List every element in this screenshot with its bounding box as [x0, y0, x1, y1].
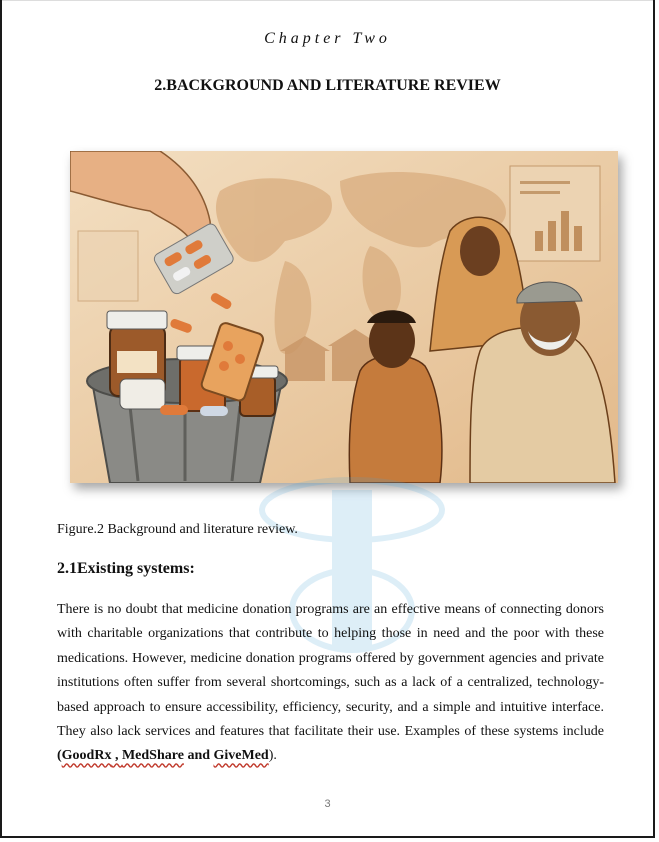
medicine-donation-illustration	[70, 151, 618, 483]
subsection-heading: 2.1Existing systems:	[57, 560, 195, 577]
open-paren: (	[57, 748, 62, 764]
example-givemed: GiveMed	[213, 748, 269, 764]
figure-illustration	[70, 151, 618, 483]
figure-caption: Figure.2 Background and literature review.	[57, 522, 298, 537]
section-title: 2.BACKGROUND AND LITERATURE REVIEW	[154, 77, 501, 94]
separator-comma: ,	[111, 748, 122, 764]
paragraph-text: There is no doubt that medicine donation programs are an effective means of connecting donors with charitable organizations that contribute to helping those in need and the poor with these medications. However, medicine donation programs offered by government agencies and private institutions often suffer from several shortcomings, such as a lack of a centralized, technology-based approach to ensure accessibility, efficiency, security, and a simple and intuitive interface. They also lack services and features that facilitate their use. Examples of these systems include	[57, 602, 604, 740]
separator-and: and	[183, 748, 214, 764]
closing: ).	[268, 748, 277, 764]
body-paragraph	[57, 598, 604, 769]
page-number: 3	[324, 798, 331, 810]
example-goodrx: GoodRx	[61, 748, 112, 764]
example-medshare: MedShare	[121, 748, 184, 764]
background-chart-panel	[510, 166, 600, 261]
chapter-heading: Chapter Two	[264, 30, 391, 47]
